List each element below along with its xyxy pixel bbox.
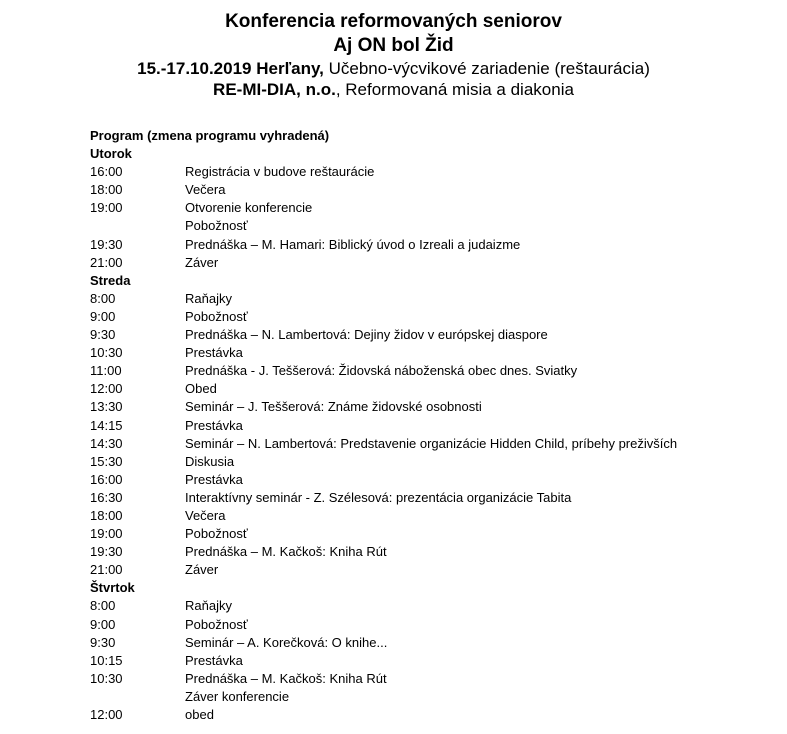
schedule-row	[90, 507, 780, 525]
schedule-event: obed	[185, 707, 214, 722]
schedule-event: Obed	[185, 381, 217, 397]
schedule-row	[90, 634, 780, 652]
schedule-time: 18:00	[90, 182, 123, 198]
schedule-row	[90, 561, 780, 579]
schedule-row	[90, 471, 780, 489]
day-heading: Streda	[90, 272, 131, 288]
schedule-event: Prednáška – M. Hamari: Biblický úvod o Izreali a judaizme	[185, 236, 521, 252]
schedule-time: 19:30	[90, 236, 123, 252]
schedule-event: Záver	[185, 254, 219, 270]
schedule-event: Záver konferencie	[185, 688, 290, 704]
schedule-event: Prestávka	[185, 345, 243, 361]
schedule-event: Večera	[185, 507, 226, 523]
organizer-line	[0, 79, 787, 100]
schedule-event: Diskusia	[185, 453, 235, 469]
schedule-event: Otvorenie konferencie	[185, 200, 313, 216]
organizer-description: , Reformovaná misia a diakonia	[335, 80, 574, 99]
schedule-event: Raňajky	[185, 290, 232, 306]
schedule-time: 19:00	[90, 526, 123, 542]
program-schedule	[90, 127, 780, 724]
schedule-time: 19:30	[90, 544, 123, 560]
schedule-row	[90, 453, 780, 471]
date-location-line	[0, 58, 787, 79]
schedule-event: Pobožnosť	[185, 308, 248, 324]
schedule-time: 14:15	[90, 417, 123, 433]
schedule-event: Registrácia v budove reštaurácie	[185, 164, 375, 180]
day-heading: Štvrtok	[90, 580, 135, 596]
schedule-event: Prestávka	[185, 471, 243, 487]
schedule-row	[90, 181, 780, 199]
schedule-row	[90, 652, 780, 670]
schedule-row	[90, 543, 780, 561]
schedule-time: 16:30	[90, 489, 123, 505]
schedule-time: 12:00	[90, 381, 123, 397]
schedule-time: 18:00	[90, 507, 123, 523]
schedule-row	[90, 688, 780, 706]
schedule-row	[90, 290, 780, 308]
schedule-event: Interaktívny seminár - Z. Szélesová: prezentácia organizácie Tabita	[185, 489, 572, 505]
schedule-time: 19:00	[90, 200, 123, 216]
schedule-time: 21:00	[90, 562, 123, 578]
schedule-event: Záver	[185, 562, 219, 578]
schedule-row	[90, 163, 780, 181]
venue: Učebno-výcvikové zariadenie (reštaurácia)	[323, 59, 650, 78]
schedule-event: Prednáška – M. Kačkoš: Kniha Rút	[185, 544, 387, 560]
schedule-time: 16:00	[90, 164, 123, 180]
conference-subtitle: Aj ON bol Žid	[333, 35, 454, 56]
schedule-time: 21:00	[90, 254, 123, 270]
schedule-row	[90, 344, 780, 362]
schedule-row	[90, 670, 780, 688]
schedule-time: 9:30	[90, 634, 116, 650]
program-title: Program (zmena programu vyhradená)	[90, 128, 330, 143]
schedule-time	[90, 217, 185, 235]
schedule-time: 10:30	[90, 345, 123, 361]
schedule-event: Pobožnosť	[185, 616, 248, 632]
schedule-time: 14:30	[90, 435, 123, 451]
schedule-time: 10:15	[90, 652, 123, 668]
schedule-row	[90, 398, 780, 416]
day-heading: Utorok	[90, 146, 132, 162]
schedule-row	[90, 217, 780, 235]
schedule-time: 8:00	[90, 598, 116, 614]
schedule-time: 9:00	[90, 616, 116, 632]
schedule-row	[90, 435, 780, 453]
schedule-row	[90, 380, 780, 398]
schedule-time: 9:00	[90, 308, 116, 324]
document-header	[0, 0, 787, 100]
schedule-row	[90, 616, 780, 634]
conference-title: Konferencia reformovaných seniorov	[225, 11, 562, 32]
schedule-event: Seminár – A. Korečková: O knihe...	[185, 634, 388, 650]
schedule-time: 11:00	[90, 363, 122, 379]
schedule-time: 16:00	[90, 471, 123, 487]
schedule-row	[90, 236, 780, 254]
date-place: 15.-17.10.2019 Herľany,	[137, 59, 324, 78]
schedule-event: Prestávka	[185, 417, 243, 433]
schedule-event: Pobožnosť	[185, 526, 248, 542]
schedule-time: 10:30	[90, 670, 123, 686]
schedule-event: Seminár – J. Teššerová: Známe židovské osobnosti	[185, 399, 482, 415]
schedule-event: Prednáška - J. Teššerová: Židovská náboženská obec dnes. Sviatky	[185, 363, 578, 379]
schedule-row	[90, 326, 780, 344]
schedule-event: Večera	[185, 182, 226, 198]
schedule-row	[90, 525, 780, 543]
schedule-event: Prednáška – N. Lambertová: Dejiny židov v európskej diaspore	[185, 327, 548, 343]
schedule-row	[90, 199, 780, 217]
schedule-time: 15:30	[90, 453, 123, 469]
schedule-row	[90, 597, 780, 615]
schedule-row	[90, 254, 780, 272]
schedule-event: Prednáška – M. Kačkoš: Kniha Rút	[185, 670, 387, 686]
schedule-event: Seminár – N. Lambertová: Predstavenie organizácie Hidden Child, príbehy preživších	[185, 435, 678, 451]
schedule-row	[90, 308, 780, 326]
schedule-time	[90, 688, 185, 706]
organizer-name: RE-MI-DIA, n.o.	[213, 80, 336, 99]
schedule-time: 9:30	[90, 327, 116, 343]
schedule-row	[90, 417, 780, 435]
schedule-time: 13:30	[90, 399, 123, 415]
schedule-row	[90, 489, 780, 507]
schedule-event: Pobožnosť	[185, 218, 248, 234]
schedule-event: Raňajky	[185, 598, 232, 614]
schedule-row	[90, 362, 780, 380]
schedule-time: 8:00	[90, 290, 116, 306]
schedule-time: 12:00	[90, 707, 123, 722]
schedule-event: Prestávka	[185, 652, 243, 668]
schedule-row	[90, 706, 780, 724]
